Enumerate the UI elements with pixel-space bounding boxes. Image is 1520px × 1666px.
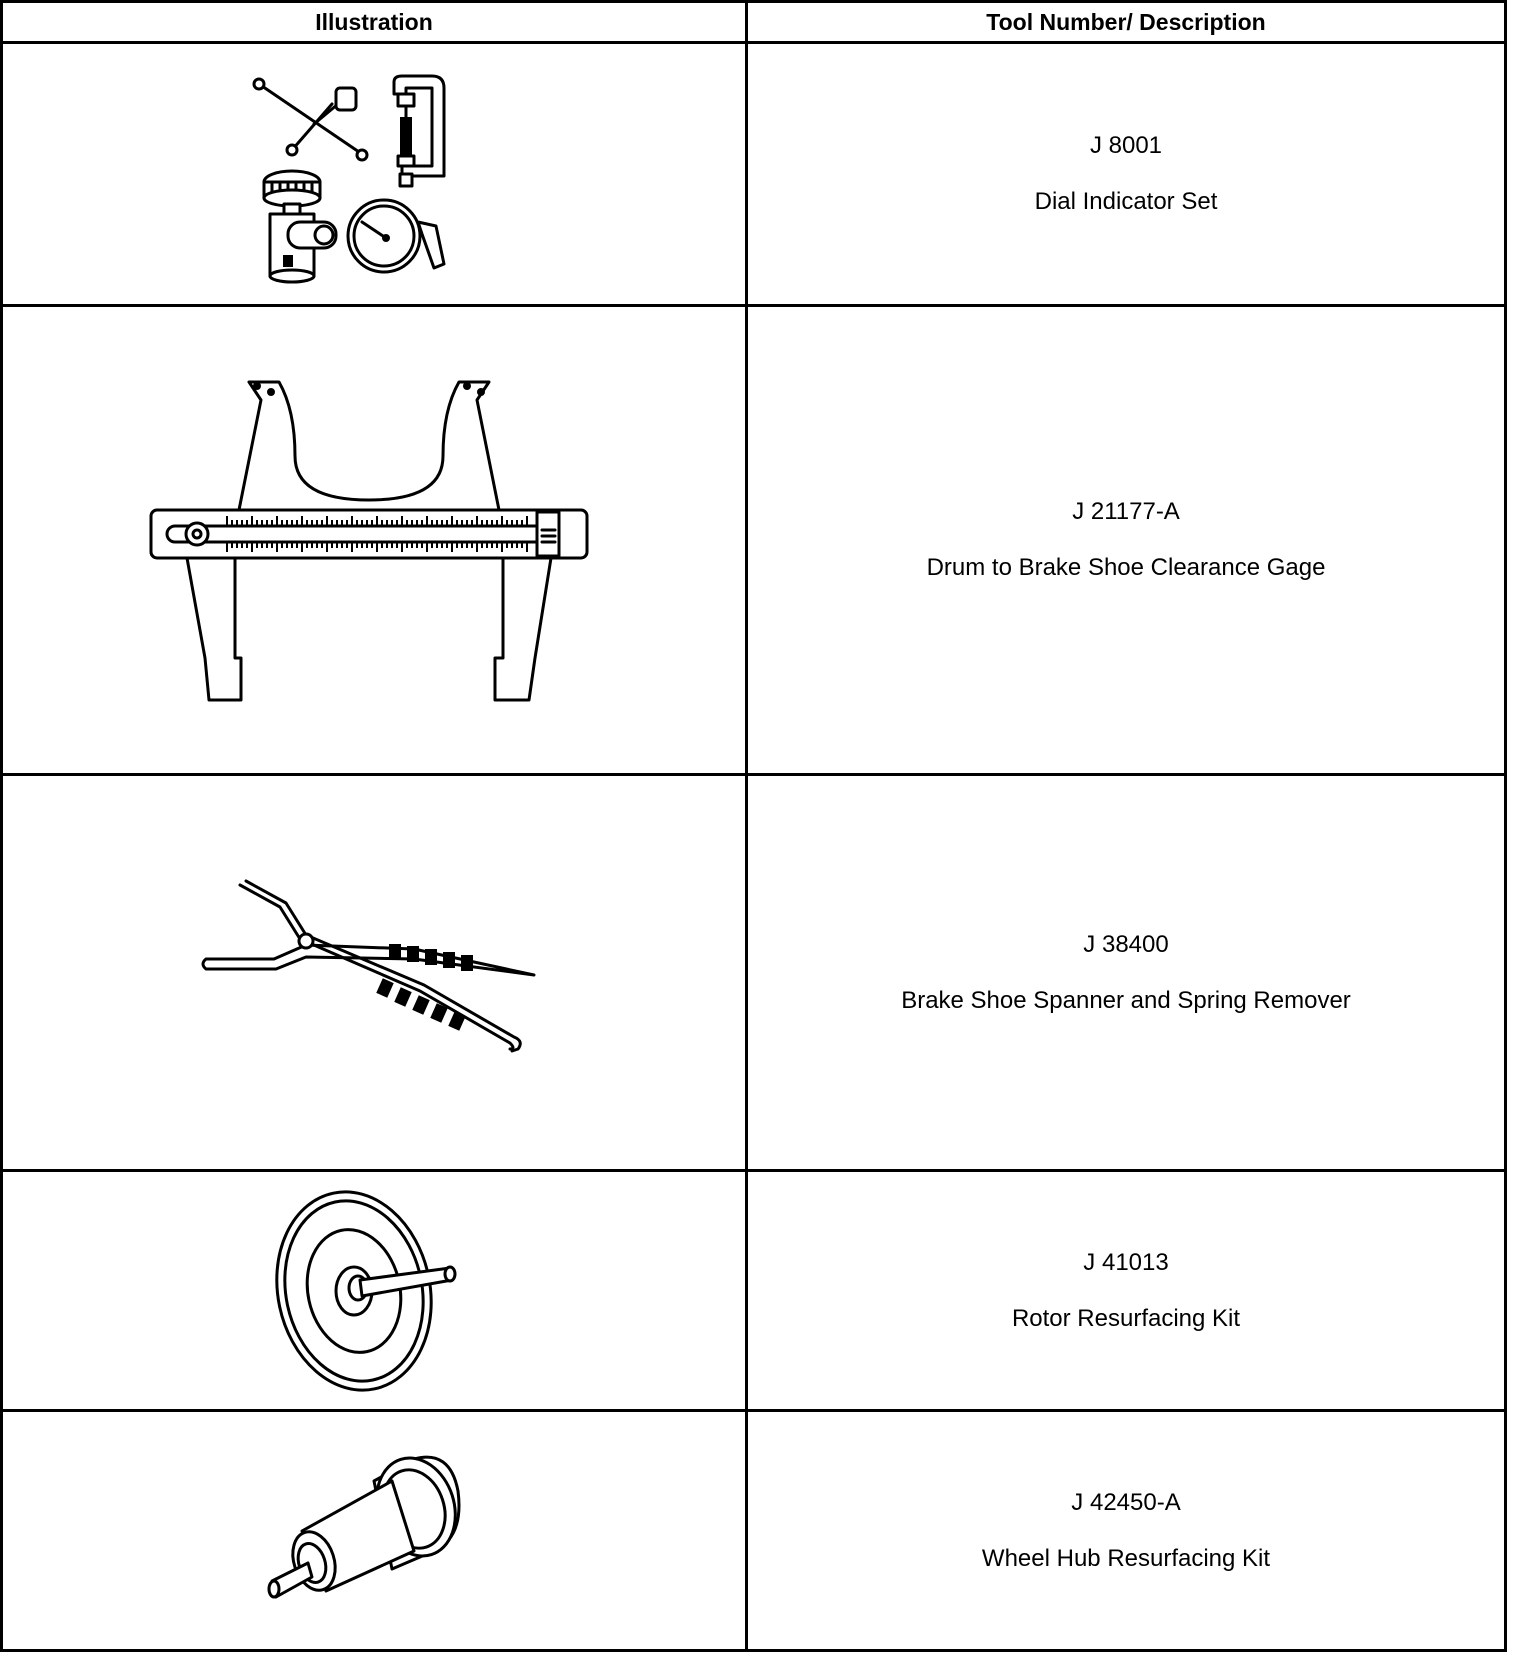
tool-number: J 8001 [1089, 132, 1163, 159]
table-row [2, 306, 1506, 775]
table-header-row [2, 2, 1506, 43]
tool-number: J 38400 [1083, 930, 1169, 958]
illustration-cell [2, 306, 747, 775]
tool-description: Wheel Hub Resurfacing Kit [981, 1544, 1271, 1572]
clearance-gage-icon [149, 370, 599, 710]
header-illustration: Illustration [2, 2, 747, 43]
table-row [2, 1171, 1506, 1411]
tool-description-cell [747, 1171, 1506, 1411]
tool-description: Drum to Brake Shoe Clearance Gage [926, 554, 1326, 581]
illustration-cell [2, 43, 747, 306]
tool-number: J 41013 [1083, 1248, 1169, 1276]
tool-description-cell [747, 43, 1506, 306]
illustration-cell [2, 1171, 747, 1411]
tool-number: J 42450-A [1071, 1488, 1181, 1516]
tool-description: Dial Indicator Set [1034, 188, 1218, 215]
tool-description-cell [747, 306, 1506, 775]
spanner-spring-remover-icon [194, 873, 554, 1073]
illustration-cell [2, 775, 747, 1171]
table-row [2, 775, 1506, 1171]
wheel-hub-resurfacing-kit-icon [264, 1451, 484, 1611]
header-tool-description: Tool Number/ Description [747, 2, 1506, 43]
tool-number: J 21177-A [1072, 498, 1180, 525]
table-row [2, 43, 1506, 306]
tool-description: Rotor Resurfacing Kit [1011, 1304, 1241, 1332]
table-row [2, 1411, 1506, 1651]
dial-indicator-set-icon [244, 64, 504, 284]
tool-description: Brake Shoe Spanner and Spring Remover [901, 986, 1351, 1014]
tool-description-cell [747, 1411, 1506, 1651]
rotor-resurfacing-kit-icon [274, 1186, 474, 1396]
illustration-cell [2, 1411, 747, 1651]
tool-description-cell [747, 775, 1506, 1171]
